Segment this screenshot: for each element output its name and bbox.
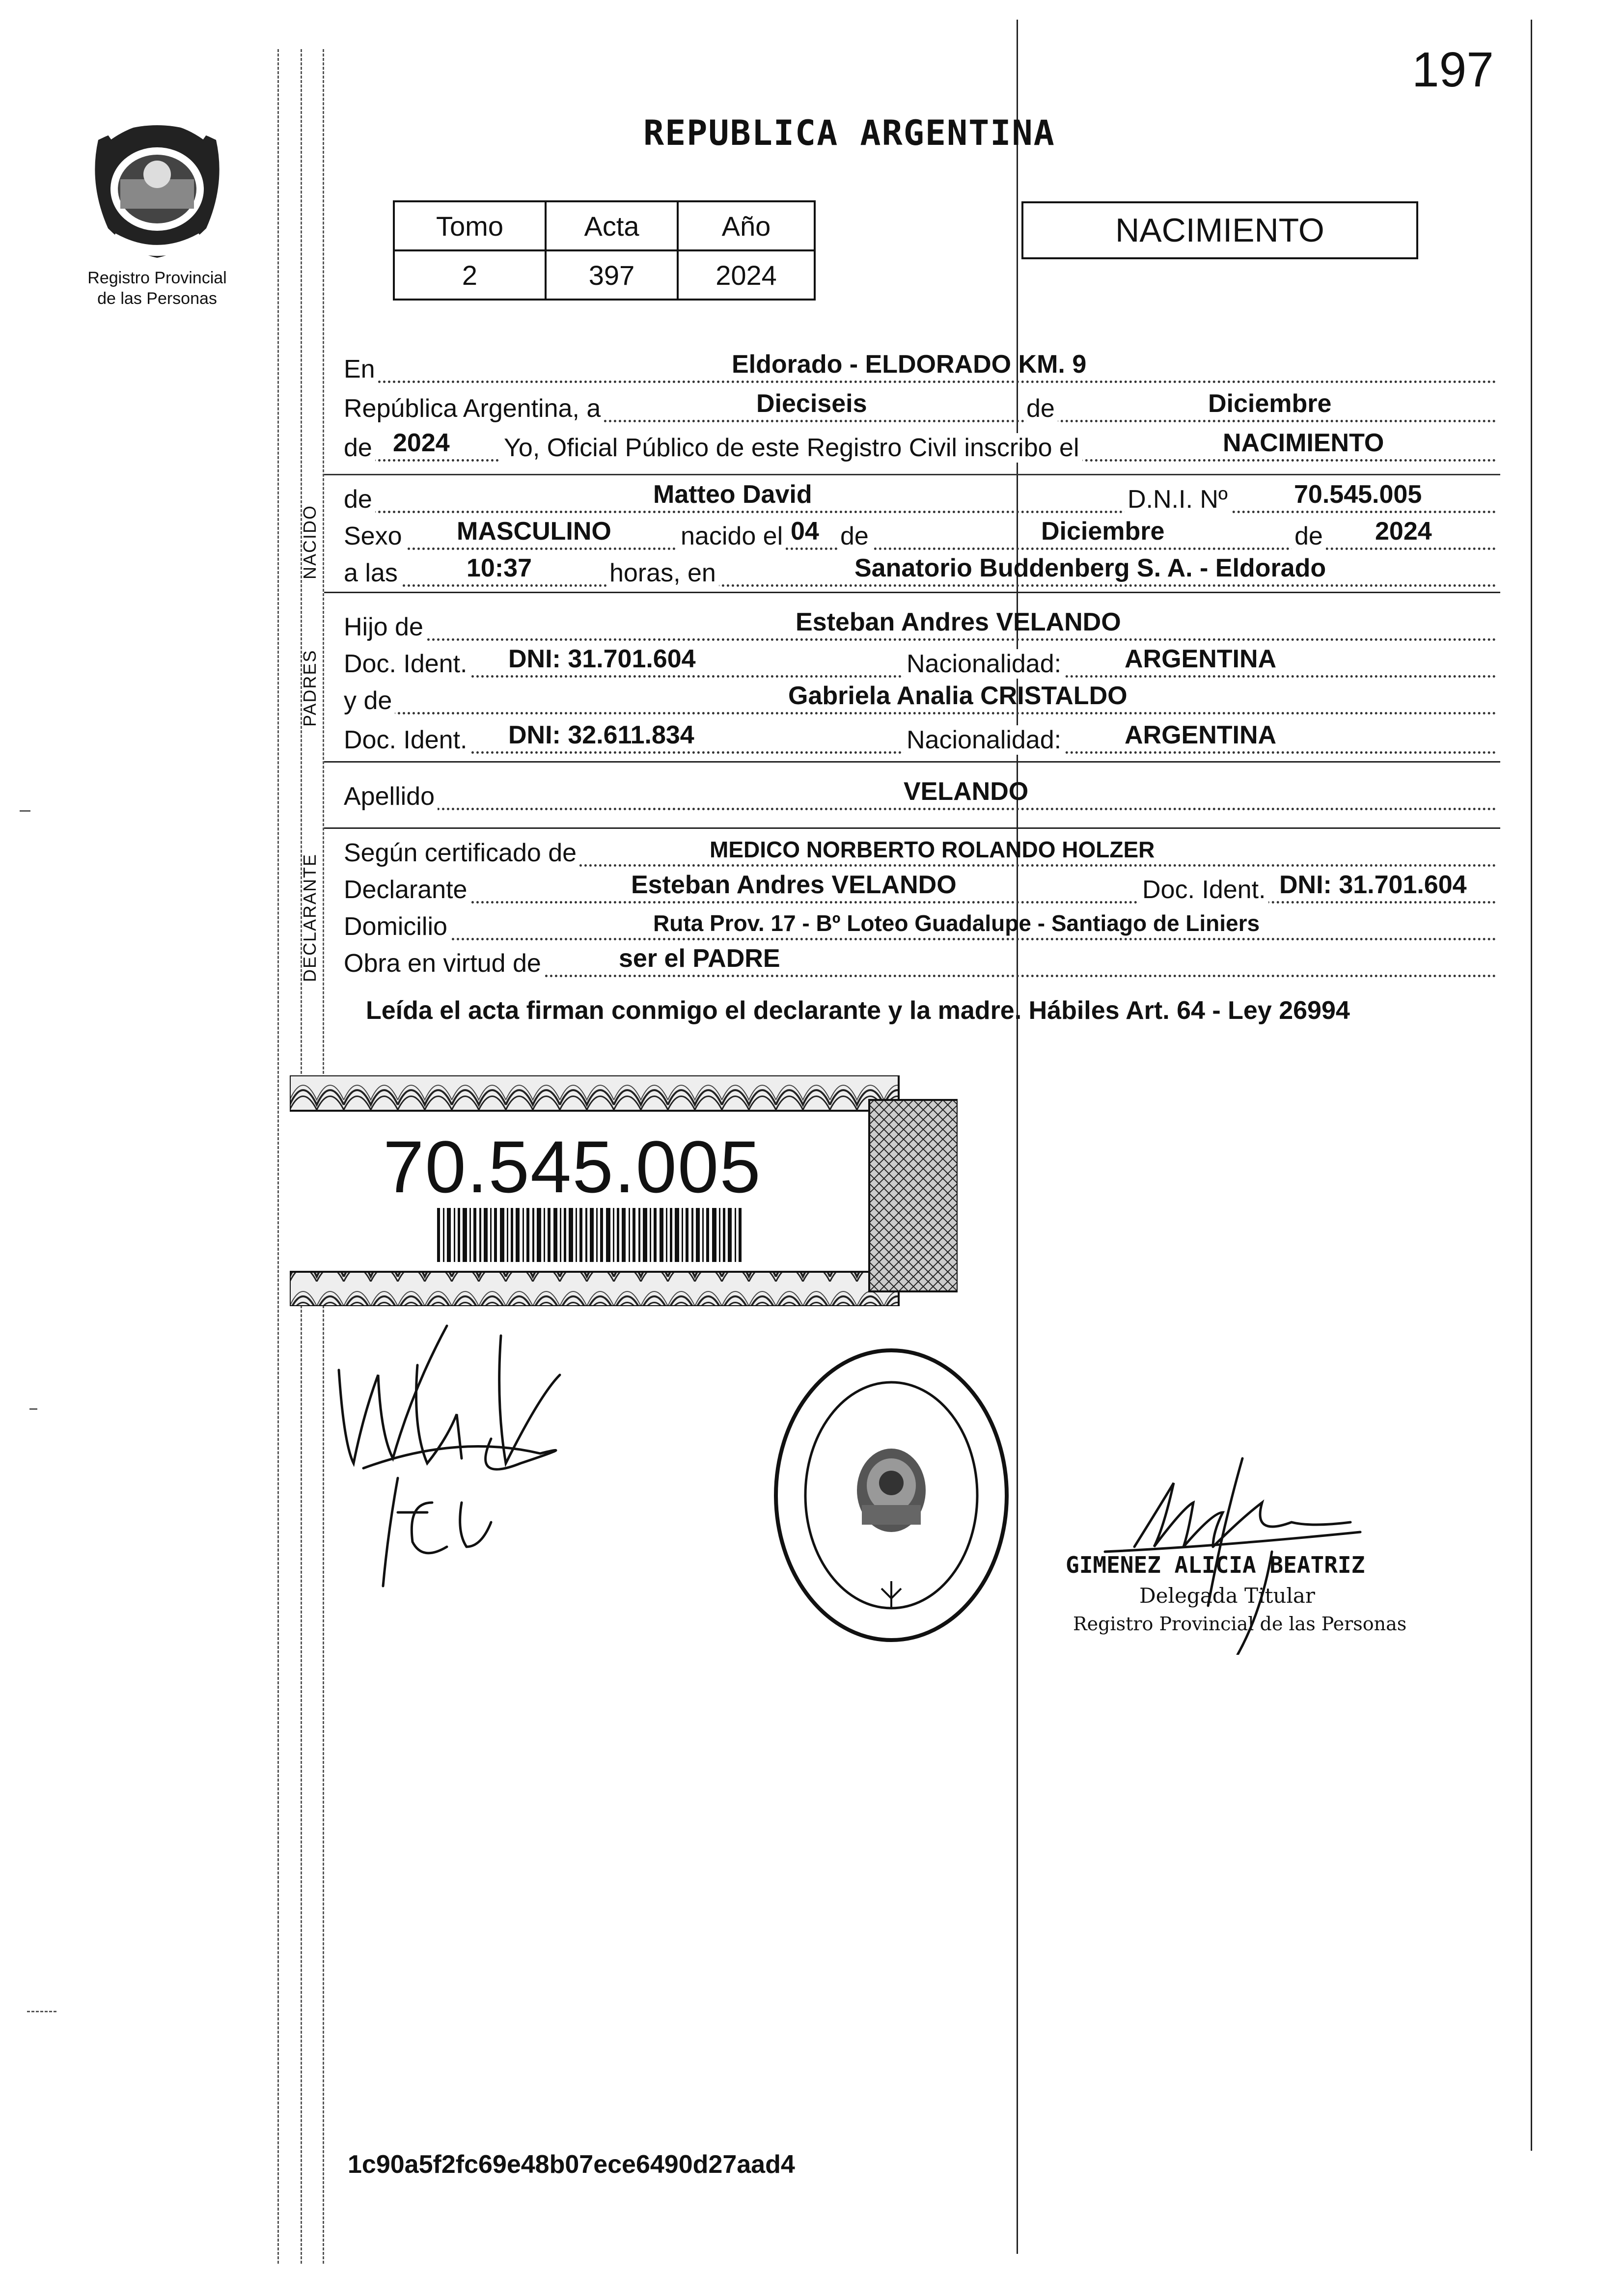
value-nombre: Matteo David <box>653 480 812 509</box>
value-en: Eldorado - ELDORADO KM. 9 <box>732 350 1087 379</box>
label-certificado: Según certificado de <box>344 838 579 868</box>
official-stamp <box>769 1343 1014 1650</box>
logo-caption <box>69 268 246 309</box>
label-horas-en: horas, en <box>606 558 719 588</box>
label-doc-madre: Doc. Ident. <box>344 725 470 755</box>
separator-1 <box>324 474 1500 475</box>
label-republica: República Argentina, a <box>344 394 604 423</box>
value-mes: Diciembre <box>1208 389 1332 418</box>
header-anio: Año <box>678 201 815 250</box>
value-madre-nacionalidad: ARGENTINA <box>1125 721 1277 749</box>
value-obra: ser el PADRE <box>619 944 780 973</box>
logo-caption-line1: Registro Provincial <box>87 269 227 287</box>
row-certificado <box>344 837 1496 872</box>
separator-3 <box>324 761 1500 763</box>
row-domicilio <box>344 911 1496 945</box>
section-label-nacido: NACIDO <box>300 504 320 579</box>
left-margin-line-outer <box>277 49 279 2264</box>
sticker-dni-number: 70.545.005 <box>383 1125 762 1208</box>
label-en: En <box>344 355 378 384</box>
label-declarante: Declarante <box>344 875 470 904</box>
value-anio: 2024 <box>678 250 815 300</box>
value-dni: 70.545.005 <box>1294 480 1422 509</box>
value-anio-registro: 2024 <box>393 429 450 457</box>
value-nacido-mes: Diciembre <box>1041 517 1165 546</box>
row-padre <box>344 608 1496 646</box>
label-de4: de <box>837 521 872 551</box>
label-obra: Obra en virtud de <box>344 949 544 978</box>
label-sexo: Sexo <box>344 521 405 551</box>
label-de3: de <box>344 485 375 514</box>
label-apellido: Apellido <box>344 782 438 811</box>
page-number: 197 <box>1412 42 1494 97</box>
record-type-box: NACIMIENTO <box>1021 201 1418 259</box>
value-padre: Esteban Andres VELANDO <box>796 608 1121 636</box>
label-dni: D.N.I. Nº <box>1125 485 1231 514</box>
row-obra <box>344 944 1496 982</box>
header-tomo: Tomo <box>394 201 546 250</box>
margin-mark-3 <box>27 2011 56 2012</box>
value-dia: Dieciseis <box>756 389 867 418</box>
value-hora: 10:37 <box>467 554 532 582</box>
text-oficial: Yo, Oficial Público de este Registro Civil inscribo el <box>501 433 1082 463</box>
value-declarante-doc: DNI: 31.701.604 <box>1279 871 1467 899</box>
right-margin-line <box>1531 20 1532 2151</box>
value-madre: Gabriela Analia CRISTALDO <box>788 682 1128 710</box>
row-madre <box>344 682 1496 719</box>
row-padre-doc <box>344 645 1496 683</box>
value-madre-doc: DNI: 32.611.834 <box>508 721 694 749</box>
document-title: REPUBLICA ARGENTINA <box>643 113 1055 153</box>
header-acta: Acta <box>546 201 678 250</box>
label-a-las: a las <box>344 558 401 588</box>
section-label-padres: PADRES <box>300 649 320 727</box>
value-apellido: VELANDO <box>904 777 1029 806</box>
label-hijo-de: Hijo de <box>344 612 426 642</box>
value-lugar: Sanatorio Buddenberg S. A. - Eldorado <box>854 554 1326 582</box>
row-en <box>344 350 1496 388</box>
closing-text: Leída el acta firman conmigo el declarante y la madre. Hábiles Art. 64 - Ley 26994 <box>366 996 1350 1025</box>
value-sexo: MASCULINO <box>457 517 611 546</box>
section-label-declarante: DECLARANTE <box>300 853 320 982</box>
document-hash: 1c90a5f2fc69e48b07ece6490d27aad4 <box>348 2150 795 2179</box>
value-declarante: Esteban Andres VELANDO <box>631 871 957 899</box>
label-de5: de <box>1292 521 1326 551</box>
row-declarante <box>344 871 1496 908</box>
value-certificado: MEDICO NORBERTO ROLANDO HOLZER <box>710 837 1155 862</box>
row-madre-doc <box>344 721 1496 759</box>
label-nacido: nacido el <box>678 521 786 551</box>
label-de: de <box>1026 394 1058 423</box>
row-fecha <box>344 389 1496 427</box>
logo-caption-line2: de las Personas <box>97 289 217 308</box>
label-nacionalidad-padre: Nacionalidad: <box>904 649 1064 679</box>
margin-mark-1 <box>20 810 30 812</box>
official-organization: Registro Provincial de las Personas <box>1073 1613 1407 1635</box>
label-doc-padre: Doc. Ident. <box>344 649 470 679</box>
label-doc-declarante: Doc. Ident. <box>1139 875 1268 904</box>
separator-2 <box>324 592 1500 593</box>
margin-mark-2 <box>29 1408 37 1410</box>
row-apellido <box>344 777 1496 815</box>
official-name: GIMENEZ ALICIA BEATRIZ <box>1066 1552 1365 1578</box>
value-domicilio: Ruta Prov. 17 - Bº Loteo Guadalupe - Santiago de Liniers <box>653 910 1260 936</box>
value-padre-nacionalidad: ARGENTINA <box>1125 645 1277 673</box>
value-inscribo: NACIMIENTO <box>1223 429 1384 457</box>
row-sexo <box>344 517 1496 555</box>
row-inscribo <box>344 429 1496 466</box>
value-nacido-dia: 04 <box>791 517 819 546</box>
label-nacionalidad-madre: Nacionalidad: <box>904 725 1064 755</box>
value-nacido-anio: 2024 <box>1375 517 1432 546</box>
record-table <box>393 200 816 301</box>
label-de2: de <box>344 433 375 463</box>
row-hora <box>344 554 1496 592</box>
label-domicilio: Domicilio <box>344 912 450 941</box>
separator-4 <box>324 827 1500 829</box>
official-role: Delegada Titular <box>1139 1584 1315 1608</box>
declarant-signature <box>334 1316 629 1593</box>
row-nombre <box>344 480 1496 518</box>
value-acta: 397 <box>546 250 678 300</box>
label-y-de: y de <box>344 686 395 715</box>
value-tomo: 2 <box>394 250 546 300</box>
misiones-logo <box>79 106 236 265</box>
value-padre-doc: DNI: 31.701.604 <box>508 645 696 673</box>
